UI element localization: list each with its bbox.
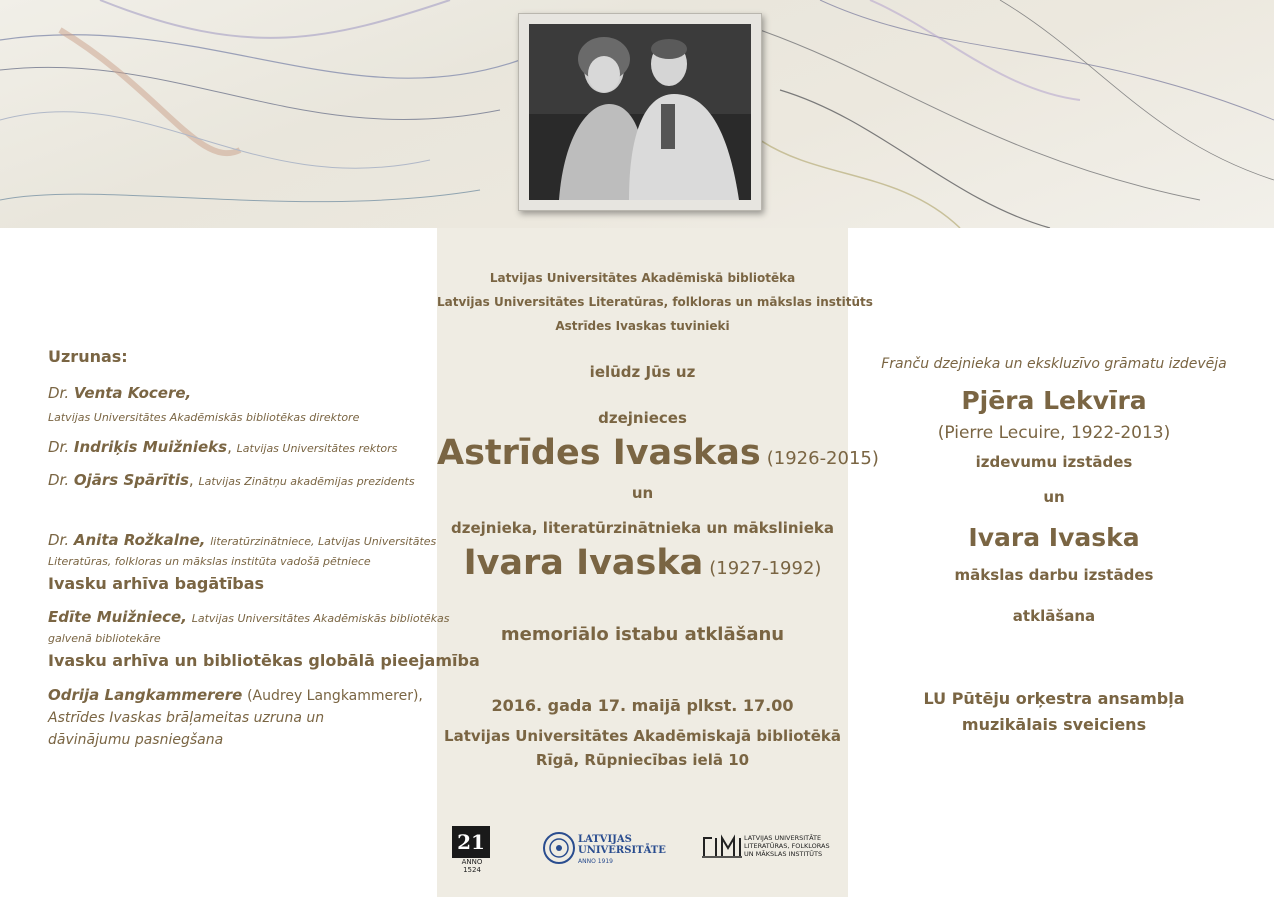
speaker-1-role: Latvijas Universitātes Akadēmiskās bibliotēkas direktore — [48, 411, 360, 424]
talk-3-line3: dāvinājumu pasniegšana — [48, 732, 224, 748]
header-banner — [0, 0, 1274, 228]
exhibition-1-label: izdevumu izstādes — [975, 453, 1133, 471]
exhibition-and: un — [1043, 488, 1065, 506]
talk-1-topic: Ivasku arhīva bagātības — [48, 574, 265, 593]
speaker-1: Dr. Venta Kocere, — [48, 384, 192, 402]
university-seal-icon — [542, 831, 576, 865]
poet2-years: (1927-1992) — [709, 558, 822, 579]
poet2-label: dzejnieka, literatūrzinātnieka un mākslinieka — [451, 519, 834, 537]
poet-name: Astrīdes Ivaskas — [437, 433, 761, 473]
event-date: 2016. gada 17. maijā plkst. 17.00 — [491, 696, 794, 715]
poet-heading — [437, 433, 879, 473]
organizer-institute: Latvijas Universitātes Literatūras, folkloras un mākslas institūts — [437, 295, 873, 309]
poet-years: (1926-2015) — [766, 448, 879, 469]
talk-3-line2: Astrīdes Ivaskas brāļameitas uzruna un — [48, 710, 325, 726]
talk-2-topic: Ivasku arhīva un bibliotēkas globālā pieejamība — [48, 651, 480, 670]
organizer-library: Latvijas Universitātes Akadēmiskā bibliotēka — [489, 271, 796, 285]
talk-2-speaker: Edīte Muižniece, Latvijas Universitātes Akadēmiskās bibliotēkas — [48, 608, 450, 626]
event-venue: Latvijas Universitātes Akadēmiskajā bibliotēkā — [444, 727, 841, 745]
exhibition-2-label: mākslas darbu izstādes — [954, 566, 1154, 584]
poet2-heading — [437, 543, 848, 583]
speakers-heading: Uzrunas: — [48, 347, 128, 366]
portrait-photo-icon — [529, 24, 751, 200]
music-line-1: LU Pūtēju orķestra ansambļa — [923, 689, 1185, 708]
speaker-3: Dr. Ojārs Spārītis, Latvijas Zinātņu akadēmijas prezidents — [48, 471, 415, 489]
event-title: memoriālo istabu atklāšanu — [500, 624, 785, 645]
talk-2-role: galvenā bibliotekāre — [48, 632, 161, 645]
talk-1-role: Literatūras, folkloras un mākslas institūta vadošā pētniece — [48, 555, 371, 568]
portrait-photo — [518, 13, 762, 211]
library-logo: 21 ANNO 1524 — [452, 826, 492, 868]
organizer-relatives: Astrīdes Ivaskas tuvinieki — [555, 319, 730, 333]
talk-1-speaker: Dr. Anita Rožkalne, literatūrzinātniece, Latvijas Universitātes — [48, 531, 437, 549]
exhibition-opening: atklāšana — [1012, 607, 1096, 625]
exhibition-name-1-alt: (Pierre Lecuire, 1922-2013) — [937, 423, 1171, 443]
exhibition-name-2: Ivara Ivaska — [968, 523, 1140, 552]
poet2-name: Ivara Ivaska — [463, 543, 704, 583]
invitation-panel — [437, 228, 879, 897]
talk-3-speaker: Odrija Langkammerere (Audrey Langkammerer), — [48, 686, 423, 704]
institute-emblem-icon — [702, 832, 742, 860]
institute-logo: LATVIJAS UNIVERSITĀTE LITERATŪRAS, FOLKLORAS UN MĀKSLAS INSTITŪTS — [702, 832, 837, 862]
university-logo: LATVIJAS UNIVERSITĀTE ANNO 1919 — [542, 831, 672, 867]
invite-text: ielūdz Jūs uz — [589, 363, 696, 381]
exhibition-name-1: Pjēra Lekvīra — [961, 386, 1147, 415]
event-address: Rīgā, Rūpniecības ielā 10 — [535, 751, 750, 769]
poet-label: dzejnieces — [598, 409, 687, 427]
exhibition-intro: Franču dzejnieka un ekskluzīvo grāmatu izdevēja — [881, 356, 1227, 372]
and-text: un — [631, 484, 654, 502]
speaker-2: Dr. Indriķis Muižnieks, Latvijas Universitātes rektors — [48, 438, 398, 456]
music-line-2: muzikālais sveiciens — [961, 715, 1147, 734]
